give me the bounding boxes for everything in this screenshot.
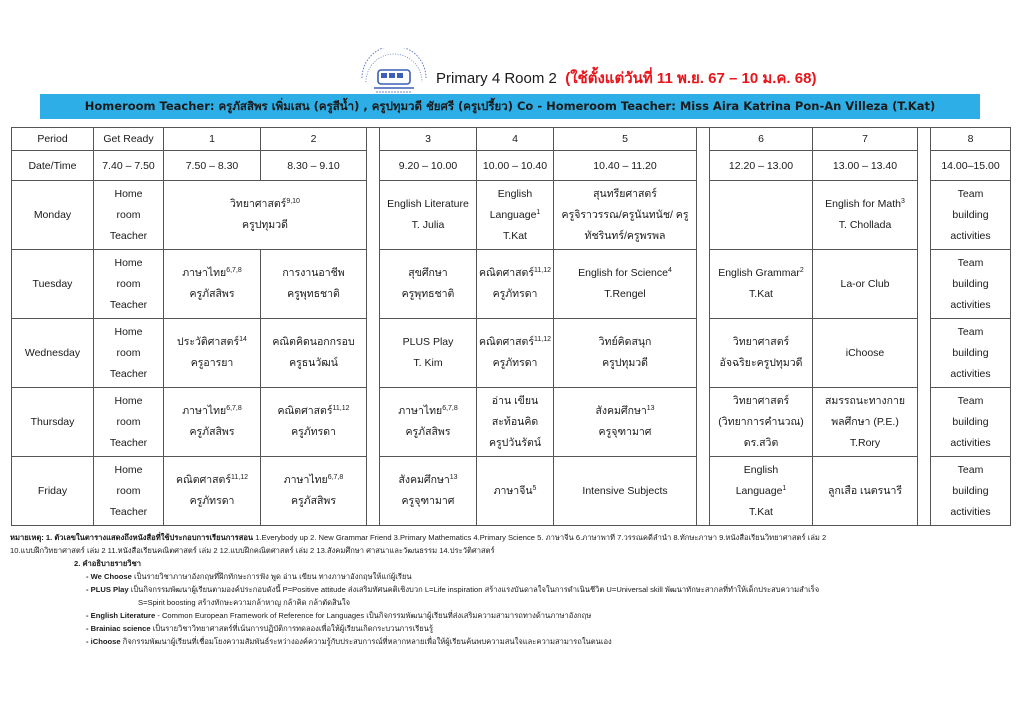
- period-7: 7: [813, 128, 918, 151]
- subject-cell: ภาษาไทย$^{6,7,8}$ ครูภัสสิพร: [261, 457, 367, 526]
- day-label: Wednesday: [12, 319, 94, 388]
- time-1: 7.50 – 8.30: [164, 151, 261, 181]
- period-3: 3: [380, 128, 477, 151]
- period-5: 5: [554, 128, 697, 151]
- period-2: 2: [261, 128, 367, 151]
- day-row-monday: [12, 181, 1011, 250]
- homeroom-cell: Home room Teacher: [94, 319, 164, 388]
- team-building-cell: Team building activities: [931, 457, 1011, 526]
- desc-plus-play-cont: S=Spirit boosting สร้างทักษะความกล้าหาญ กล้าคิด กล้าตัดสินใจ: [138, 598, 351, 607]
- subject-cell: English for Math$^3$ T. Chollada: [813, 181, 918, 250]
- subject-cell: สุนทรียศาสตร์ ครูจิราวรรณ/ครูนันทนัช/ ครูทัชรินทร์/ครูพรพล: [554, 181, 697, 250]
- subject-cell: English for Science$^4$ T.Rengel: [554, 250, 697, 319]
- time-5: 10.40 – 11.20: [554, 151, 697, 181]
- period-4: 4: [477, 128, 554, 151]
- subject-cell: iChoose: [813, 319, 918, 388]
- subject-cell: สุขศึกษา ครูพุทธชาติ: [380, 250, 477, 319]
- subject-cell: คณิตศาสตร์$^{11,12}$ ครูภัทรดา: [164, 457, 261, 526]
- subject-cell: [710, 181, 813, 250]
- subject-cell: English Literature T. Julia: [380, 181, 477, 250]
- time-row: [12, 151, 1011, 181]
- subject-cell: วิทยาศาสตร์$^{9,10}$ ครูปทุมวดี: [164, 181, 367, 250]
- lunch-column: [697, 128, 710, 526]
- subject-cell: ภาษาจีน$^5$: [477, 457, 554, 526]
- day-row-friday: [12, 457, 1011, 526]
- notes-section: [10, 531, 1015, 648]
- subject-cell: สมรรถนะทางกาย พลศึกษา (P.E.) T.Rory: [813, 388, 918, 457]
- period-get-ready: Get Ready: [94, 128, 164, 151]
- homeroom-banner: Homeroom Teacher: ครูภัสสิพร เพิ่มเสน (ครูสีน้ำ) , ครูปทุมวดี ชัยศรี (ครูเปรี้ยว) Co - Homeroom Teacher: Miss Aira Katrina Pon-An Villeza (T.Kat): [40, 94, 980, 119]
- schedule-table: [11, 127, 1011, 526]
- desc-english-literature: - English Literature - Common European Framework of Reference for Languages เป็นกิจกรรมพัฒนาผู้เรียนที่ส่งเสริมความสามารถทางด้านภาษาอังกฤษ: [86, 611, 592, 620]
- subject-cell: คณิตศาสตร์$^{11,12}$ ครูภัทรดา: [477, 250, 554, 319]
- team-building-cell: Team building activities: [931, 181, 1011, 250]
- team-building-cell: Team building activities: [931, 250, 1011, 319]
- subject-cell: วิทยาศาสตร์ อัจฉริยะครูปทุมวดี: [710, 319, 813, 388]
- time-0: 7.40 – 7.50: [94, 151, 164, 181]
- time-6: 12.20 – 13.00: [710, 151, 813, 181]
- time-4: 10.00 – 10.40: [477, 151, 554, 181]
- period-label: Period: [12, 128, 94, 151]
- subject-cell: อ่าน เขียน สะท้อนคิด ครูปวันรัตน์: [477, 388, 554, 457]
- subject-cell: English Language$^1$ T.Kat: [710, 457, 813, 526]
- subject-cell: ภาษาไทย$^{6,7,8}$ ครูภัสสิพร: [164, 388, 261, 457]
- day-row-thursday: [12, 388, 1011, 457]
- note-descriptions-heading: 2. คำอธิบายรายวิชา: [74, 559, 141, 568]
- homeroom-cell: Home room Teacher: [94, 457, 164, 526]
- subject-cell: English Language$^1$ T.Kat: [477, 181, 554, 250]
- time-8: 14.00–15.00: [931, 151, 1011, 181]
- day-label: Thursday: [12, 388, 94, 457]
- period-row: [12, 128, 1011, 151]
- time-2: 8.30 – 9.10: [261, 151, 367, 181]
- desc-brainiac-science: - Brainiac science เป็นรายวิชาวิทยาศาสตร์ที่เน้นการปฏิบัติการทดลองเพื่อให้ผู้เรียนเกิดกระบวนการเรียนรู้: [86, 624, 434, 633]
- break-column: [367, 128, 380, 526]
- desc-we-choose: - We Choose เป็นรายวิชาภาษาอังกฤษที่ฝึกทักษะการฟัง พูด อ่าน เขียน ทางภาษาอังกฤษให้แก่ผู้เรียน: [86, 572, 412, 581]
- note-books-cont: 10.แบบฝึกวิทยาศาสตร์ เล่ม 2 11.หนังสือเรียนคณิตศาสตร์ เล่ม 2 12.แบบฝึกคณิตศาสตร์ เล่ม 2 13.สังคมศึกษา ศาสนาและวัฒนธรรม 14.ประวัติศาสตร์: [10, 546, 495, 555]
- desc-plus-play: - PLUS Play เป็นกิจกรรมพัฒนาผู้เรียนตามองค์ประกอบดังนี้ P=Positive attitude ส่งเสริมทัศนคติเชิงบวก L=Life inspiration สร้างแรงบันดาลใจในการดำเนินชีวิต U=Universal skill พัฒนาทักษะสากลที่ทำให้เด็กประสบความสำเร็จ: [86, 585, 820, 594]
- period-6: 6: [710, 128, 813, 151]
- homeroom-cell: Home room Teacher: [94, 181, 164, 250]
- subject-cell: English Grammar$^2$ T.Kat: [710, 250, 813, 319]
- subject-cell: Intensive Subjects: [554, 457, 697, 526]
- subject-cell: การงานอาชีพ ครูพุทธชาติ: [261, 250, 367, 319]
- period-8: 8: [931, 128, 1011, 151]
- day-label: Friday: [12, 457, 94, 526]
- subject-cell: สังคมศึกษา$^{13}$ ครูจุฑามาศ: [554, 388, 697, 457]
- subject-cell: คณิตศาสตร์$^{11,12}$ ครูภัทรดา: [477, 319, 554, 388]
- subject-cell: คณิตศาสตร์$^{11,12}$ ครูภัทรดา: [261, 388, 367, 457]
- subject-cell: ประวัติศาสตร์$^{14}$ ครูอารยา: [164, 319, 261, 388]
- school-bus-logo: [358, 48, 430, 98]
- homeroom-cell: Home room Teacher: [94, 388, 164, 457]
- day-label: Monday: [12, 181, 94, 250]
- time-3: 9.20 – 10.00: [380, 151, 477, 181]
- subject-cell: ภาษาไทย$^{6,7,8}$ ครูภัสสิพร: [164, 250, 261, 319]
- desc-ichoose: - iChoose กิจกรรมพัฒนาผู้เรียนที่เชื่อมโยงความสัมพันธ์ระหว่างองค์ความรู้กับประสบการณ์ที่หลากหลายเพื่อให้ผู้เรียนค้นพบความสนใจและความสามารถในตนเอง: [86, 637, 612, 646]
- datetime-label: Date/Time: [12, 151, 94, 181]
- subject-cell: PLUS Play T. Kim: [380, 319, 477, 388]
- subject-cell: วิทยาศาสตร์ (วิทยาการคำนวณ) ดร.สวิต: [710, 388, 813, 457]
- page-title: Primary 4 Room 2 (ใช้ตั้งแต่วันที่ 11 พ.ย. 67 – 10 ม.ค. 68): [436, 70, 817, 87]
- subject-cell: ลูกเสือ เนตรนารี: [813, 457, 918, 526]
- subject-cell: สังคมศึกษา$^{13}$ ครูจุฑามาศ: [380, 457, 477, 526]
- subject-cell: ภาษาไทย$^{6,7,8}$ ครูภัสสิพร: [380, 388, 477, 457]
- period-1: 1: [164, 128, 261, 151]
- day-row-tuesday: [12, 250, 1011, 319]
- note-books: หมายเหตุ: 1. ตัวเลขในตารางแสดงถึงหนังสือที่ใช้ประกอบการเรียนการสอน 1.Everybody up 2. New Grammar Friend 3.Primary Mathematics 4.Primary Science 5. ภาษาจีน 6.ภาษาพาที 7.วรรณคดีลำนำ 8.ทักษะภาษา 9.หนังสือเรียนวิทยาศาสตร์ เล่ม 2: [10, 533, 827, 542]
- day-label: Tuesday: [12, 250, 94, 319]
- team-building-cell: Team building activities: [931, 319, 1011, 388]
- date-range: (ใช้ตั้งแต่วันที่ 11 พ.ย. 67 – 10 ม.ค. 68): [565, 70, 817, 87]
- subject-cell: La-or Club: [813, 250, 918, 319]
- homeroom-cell: Home room Teacher: [94, 250, 164, 319]
- break-column-2: [918, 128, 931, 526]
- subject-cell: คณิตคิดนอกกรอบ ครูธนวัฒน์: [261, 319, 367, 388]
- team-building-cell: Team building activities: [931, 388, 1011, 457]
- day-row-wednesday: [12, 319, 1011, 388]
- subject-cell: วิทย์คิดสนุก ครูปทุมวดี: [554, 319, 697, 388]
- time-7: 13.00 – 13.40: [813, 151, 918, 181]
